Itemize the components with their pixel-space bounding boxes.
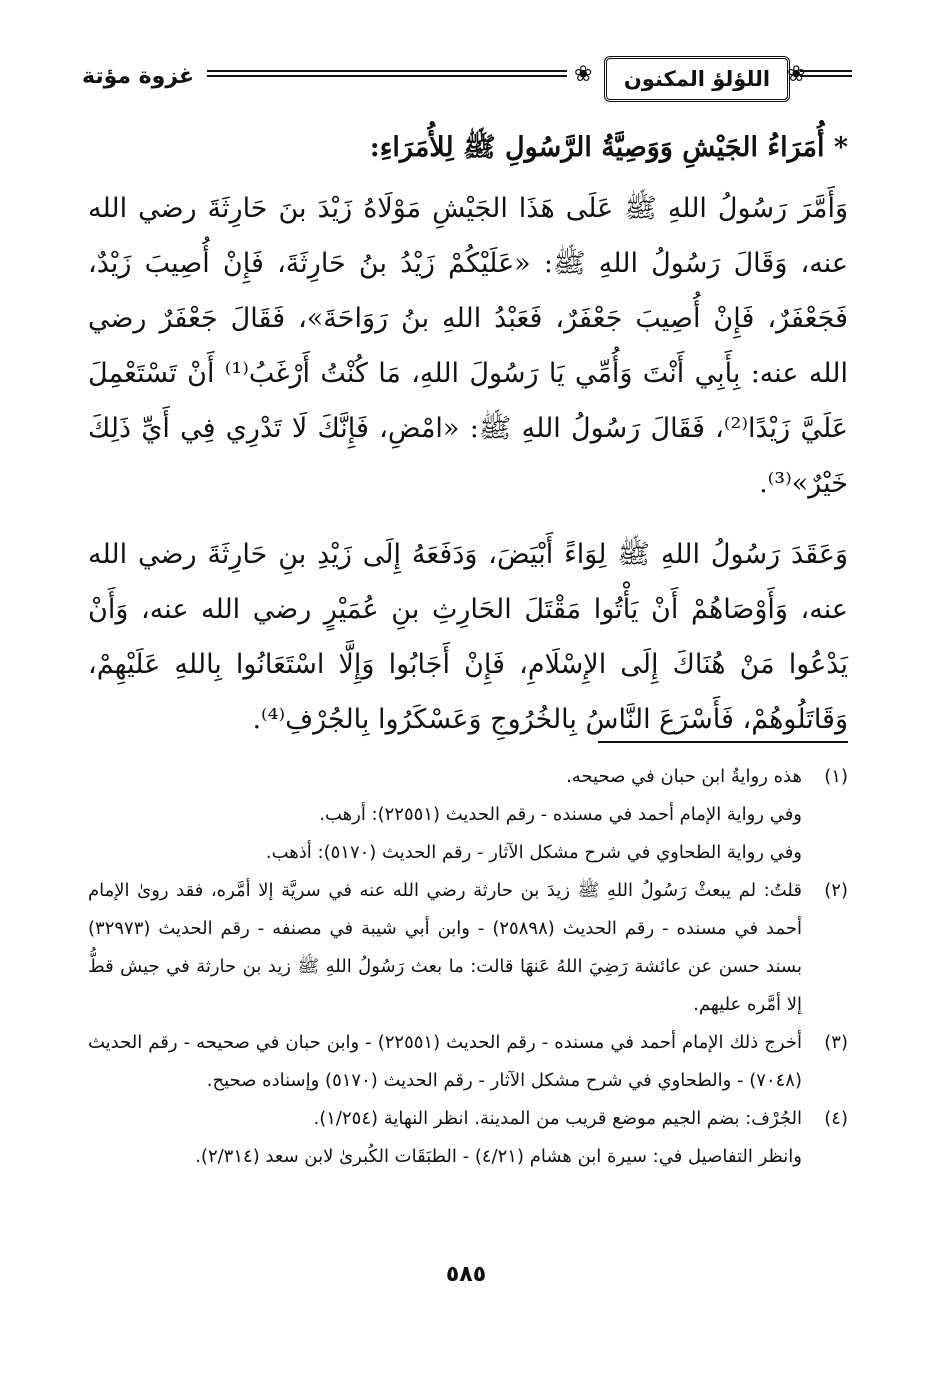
footnote-body [88, 1100, 802, 1176]
chapter-title: غزوة مؤتة [82, 64, 195, 89]
header-rule-left [207, 70, 567, 77]
footnote-number: (١) [824, 766, 848, 787]
section-heading: * أُمَرَاءُ الجَيْشِ وَوَصِيَّةُ الرَّسُولِ ﷺ لِلأُمَرَاءِ: [369, 132, 848, 163]
footnote-line: الجُرْف: بضم الجيم موضع قريب من المدينة. انظر النهاية (١/٢٥٤). [313, 1108, 802, 1129]
footnote-line: وفي رواية الطحاوي في شرح مشكل الآثار - رقم الحديث (٥١٧٠): أذهب. [265, 842, 802, 863]
header-rule-right [800, 70, 852, 77]
footnotes [88, 758, 848, 1176]
footnote-line: قلتُ: لم يبعثْ رَسُولُ اللهِ ﷺ زيدَ بن حارثة رضي الله عنه في سريَّة إلا أمَّره، فقد روىٰ الإمام أحمد في مسنده - رقم الحديث (٢٥٨٩٨) - وابن أبي شيبة في مصنفه - رقم الحديث (٣٢٩٧٣) بسند حسن عن عائشة رَضِيَ اللهُ عَنهَا قالت: ما بعث رَسُولُ اللهِ ﷺ زيد بن حارثة في جيش قطُّ إلا أمَّره عليهم. [88, 880, 803, 1015]
footnote [88, 872, 848, 1024]
footnote-number: (٣) [824, 1032, 848, 1053]
main-text [88, 120, 848, 763]
footnote [88, 1024, 848, 1100]
footnote-body [88, 872, 802, 1024]
footnote-number: (٢) [824, 880, 848, 901]
book-title: اللؤلؤ المكنون [623, 67, 771, 91]
footnote-line: وانظر التفاصيل في: سيرة ابن هشام (٤/٢١) - الطبَقَات الكُبرىٰ لابن سعد (٢/٣١٤). [195, 1146, 802, 1167]
ornament-icon: ❀ [574, 62, 593, 87]
paragraph: وَعَقَدَ رَسُولُ اللهِ ﷺ لِوَاءً أَبْيَضَ، وَدَفَعَهُ إِلَى زَيْدِ بنِ حَارِثَةَ رضي الله عنه، وَأَوْصَاهُمْ أَنْ يَأْتُوا مَقْتَلَ الحَارِثِ بنِ عُمَيْرٍ رضي الله عنه، وَأَنْ يَدْعُوا مَنْ هُنَاكَ إِلَى الإِسْلَامِ، فَإِنْ أَجَابُوا وَإِلَّا اسْتَعَانُوا بِاللهِ عَلَيْهِمْ، وَقَاتَلُوهُمْ، فَأَسْرَعَ النَّاسُ بِالخُرُوجِ وَعَسْكَرُوا بِالجُرْفِ⁽⁴⁾. [88, 539, 848, 735]
running-header [82, 56, 852, 100]
footnote-line: هذه روايةُ ابن حبان في صحيحه. [566, 766, 802, 787]
footnote-body [88, 1024, 802, 1100]
footnote-line: وفي رواية الإمام أحمد في مسنده - رقم الحديث (٢٢٥٥١): أرهب. [319, 804, 802, 825]
footnote-line: أخرج ذلك الإمام أحمد في مسنده - رقم الحديث (٢٢٥٥١) - وابن حبان في صحيحه - رقم الحديث (٧٠٤٨) - والطحاوي في شرح مشكل الآثار - رقم الحديث (٥١٧٠) وإسناده صحيح. [88, 1032, 802, 1091]
footnote [88, 1100, 848, 1176]
footnote-body [88, 758, 802, 872]
book-title-box [604, 56, 790, 102]
footnote-number: (٤) [824, 1108, 848, 1129]
footnote-separator [598, 741, 848, 743]
page-number: ٥٨٥ [445, 1262, 487, 1287]
paragraph: وَأَمَّرَ رَسُولُ اللهِ ﷺ عَلَى هَذَا الجَيْشِ مَوْلَاهُ زَيْدَ بنَ حَارِثَةَ رضي الله عنه، وَقَالَ رَسُولُ اللهِ ﷺ: «عَلَيْكُمْ زَيْدُ بنُ حَارِثَةَ، فَإِنْ أُصِيبَ زَيْدٌ، فَجَعْفَرٌ، فَإِنْ أُصِيبَ جَعْفَرٌ، فَعَبْدُ اللهِ بنُ رَوَاحَةَ»، فَقَالَ جَعْفَرٌ رضي الله عنه: بِأَبِي أَنْتَ وَأُمِّي يَا رَسُولَ اللهِ، مَا كُنْتُ أَرْغَبُ⁽¹⁾ أَنْ تَسْتَعْمِلَ عَلَيَّ زَيْدًا⁽²⁾، فَقَالَ رَسُولُ اللهِ ﷺ: «امْضِ، فَإِنَّكَ لَا تَدْرِي فِي أَيِّ ذَلِكَ خَيْرٌ»⁽³⁾. [88, 193, 848, 499]
footnote [88, 758, 848, 872]
ornament-icon: ❀ [787, 62, 806, 87]
